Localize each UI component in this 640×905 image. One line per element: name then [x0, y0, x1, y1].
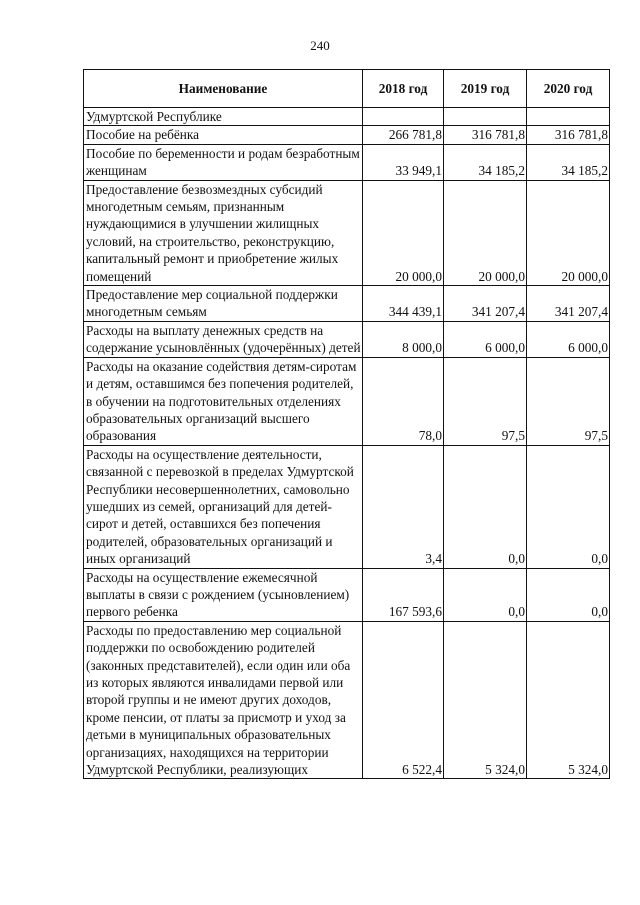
header-name: Наименование — [84, 70, 363, 108]
header-2019: 2019 год — [444, 70, 527, 108]
row-value-2020: 34 185,2 — [527, 144, 610, 180]
row-name: Расходы на осуществление ежемесячной выплаты в связи с рождением (усыновлением) первого ребенка — [84, 568, 363, 621]
row-name: Расходы на оказание содействия детям-сиротам и детям, оставшимся без попечения родителей, в обучении на подготовительных отделениях образовательных организаций высшего образования — [84, 357, 363, 445]
row-value-2019: 0,0 — [444, 568, 527, 621]
row-value-2019: 20 000,0 — [444, 180, 527, 285]
row-name: Расходы по предоставлению мер социальной поддержки по освобождению родителей (законных представителей), если один или оба из которых являются инвалидами первой или второй группы и не имеют других доходов, кроме пенсии, от платы за присмотр и уход за детьми в муниципальных образовательных организациях, находящихся на территории Удмуртской Республики, реализующих — [84, 621, 363, 779]
row-value-2018: 20 000,0 — [363, 180, 444, 285]
table-row — [84, 357, 610, 445]
row-value-2018: 8 000,0 — [363, 321, 444, 357]
row-name: Расходы на выплату денежных средств на содержание усыновлённых (удочерённых) детей — [84, 321, 363, 357]
row-value-2020: 6 000,0 — [527, 321, 610, 357]
header-2018: 2018 год — [363, 70, 444, 108]
row-value-2018: 167 593,6 — [363, 568, 444, 621]
row-value-2018: 78,0 — [363, 357, 444, 445]
table-row — [84, 180, 610, 285]
row-value-2018: 344 439,1 — [363, 286, 444, 322]
row-value-2018: 6 522,4 — [363, 621, 444, 779]
table-row — [84, 621, 610, 779]
row-value-2019: 0,0 — [444, 445, 527, 568]
row-value-2020: 20 000,0 — [527, 180, 610, 285]
row-value-2020: 5 324,0 — [527, 621, 610, 779]
table-row — [84, 126, 610, 144]
row-value-2018 — [363, 108, 444, 126]
budget-table — [83, 69, 610, 779]
table-header-row — [84, 70, 610, 108]
row-name: Предоставление безвозмездных субсидий многодетным семьям, признанным нуждающимися в улучшении жилищных условий, на строительство, реконструкцию, капитальный ремонт и приобретение жилых помещений — [84, 180, 363, 285]
row-value-2019: 316 781,8 — [444, 126, 527, 144]
row-value-2018: 3,4 — [363, 445, 444, 568]
row-value-2020: 316 781,8 — [527, 126, 610, 144]
row-name: Расходы на осуществление деятельности, связанной с перевозкой в пределах Удмуртской Республики несовершеннолетних, самовольно ушедших из семей, организаций для детей-сирот и детей, оставшихся без попечения родителей, образовательных организаций и иных организаций — [84, 445, 363, 568]
row-value-2020: 0,0 — [527, 445, 610, 568]
row-value-2019: 341 207,4 — [444, 286, 527, 322]
row-value-2020: 0,0 — [527, 568, 610, 621]
row-value-2019: 5 324,0 — [444, 621, 527, 779]
table-row — [84, 568, 610, 621]
row-value-2018: 266 781,8 — [363, 126, 444, 144]
row-name: Предоставление мер социальной поддержки многодетным семьям — [84, 286, 363, 322]
row-value-2020: 341 207,4 — [527, 286, 610, 322]
page-number: 240 — [310, 38, 330, 53]
table-row — [84, 321, 610, 357]
row-value-2019: 6 000,0 — [444, 321, 527, 357]
row-name: Удмуртской Республике — [84, 108, 363, 126]
row-value-2020: 97,5 — [527, 357, 610, 445]
table-row — [84, 144, 610, 180]
row-value-2019 — [444, 108, 527, 126]
row-value-2019: 97,5 — [444, 357, 527, 445]
table-row — [84, 445, 610, 568]
table-row — [84, 108, 610, 126]
row-name: Пособие по беременности и родам безработным женщинам — [84, 144, 363, 180]
table-row — [84, 286, 610, 322]
row-name: Пособие на ребёнка — [84, 126, 363, 144]
header-2020: 2020 год — [527, 70, 610, 108]
row-value-2019: 34 185,2 — [444, 144, 527, 180]
row-value-2020 — [527, 108, 610, 126]
row-value-2018: 33 949,1 — [363, 144, 444, 180]
